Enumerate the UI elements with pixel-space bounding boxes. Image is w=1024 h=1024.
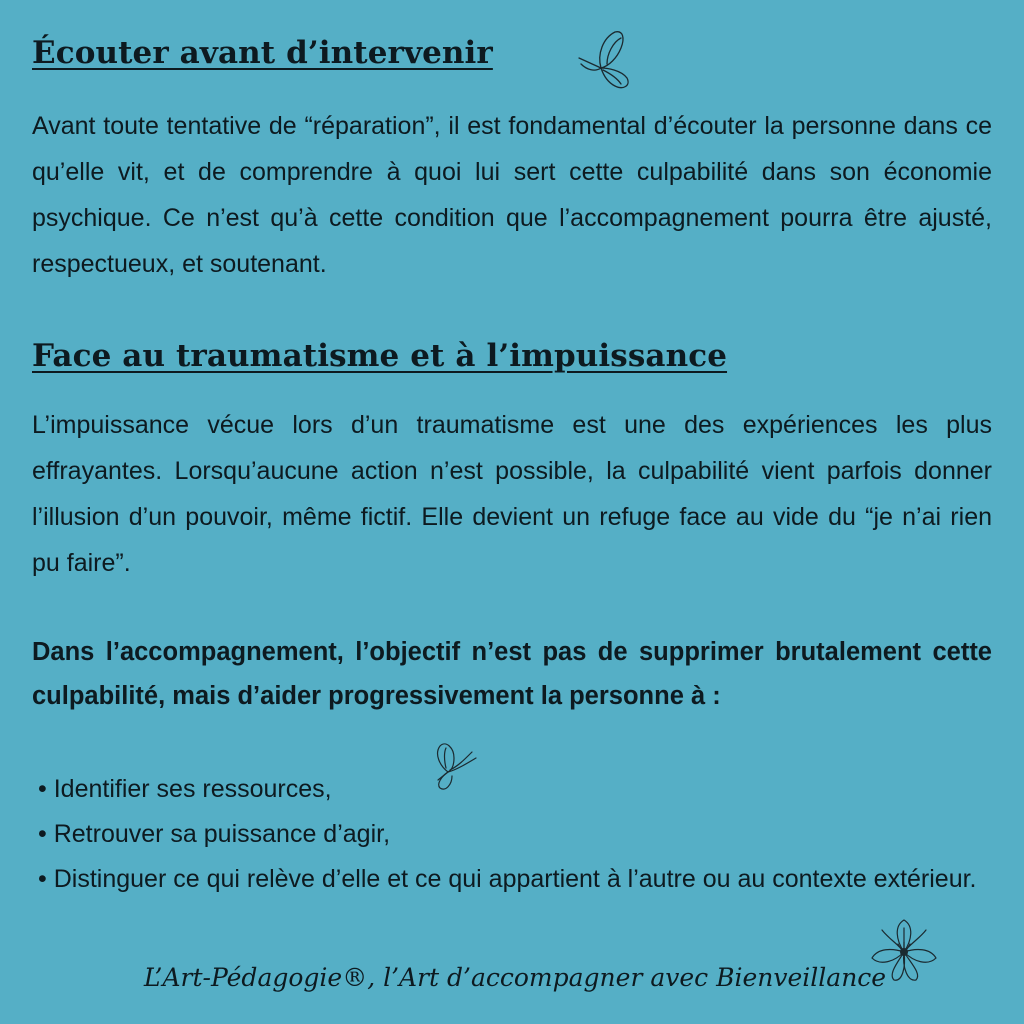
paragraph-objectif: Dans l’accompagnement, l’objectif n’est pas de supprimer brutalement cette culpabilité, mais d’aider progressivement la personne à : [32,638,992,710]
list-item-text: Retrouver sa puissance d’agir, [53,820,391,848]
bullet-dot: • [38,820,47,848]
bullet-dot: • [38,865,47,893]
list-item [32,767,992,812]
footer-signature: L’Art-Pédagogie®, l’Art d’accompagner avec Bienveillance [143,963,887,992]
bullet-dot: • [38,775,47,803]
paragraph-impuissance: L’impuissance vécue lors d’un traumatisme est une des expériences les plus effrayantes. Lorsqu’aucune action n’est possible, la culpabilité vient parfois donner l’illusion d’un pouvoir, même fictif. Elle devient un refuge face au vide du “je n’ai rien pu faire”. [32,411,992,577]
list-item [32,812,992,857]
paragraph-ecouter: Avant toute tentative de “réparation”, il est fondamental d’écouter la personne dans ce qu’elle vit, et de comprendre à quoi lui sert cette culpabilité dans son économie psychique. Ce n’est qu’à cette condition que l’accompagnement pourra être ajusté, respectueux, et soutenant. [32,112,992,278]
list-item [32,857,992,902]
list-item-text: Distinguer ce qui relève d’elle et ce qui appartient à l’autre ou au contexte extérieur. [53,865,977,893]
section-title-ecouter: Écouter avant d’intervenir [32,35,493,71]
butterfly-icon [577,28,635,90]
bullet-list [32,767,992,902]
list-item-text: Identifier ses ressources, [53,775,332,803]
section-title-traumatisme: Face au traumatisme et à l’impuissance [32,338,728,374]
